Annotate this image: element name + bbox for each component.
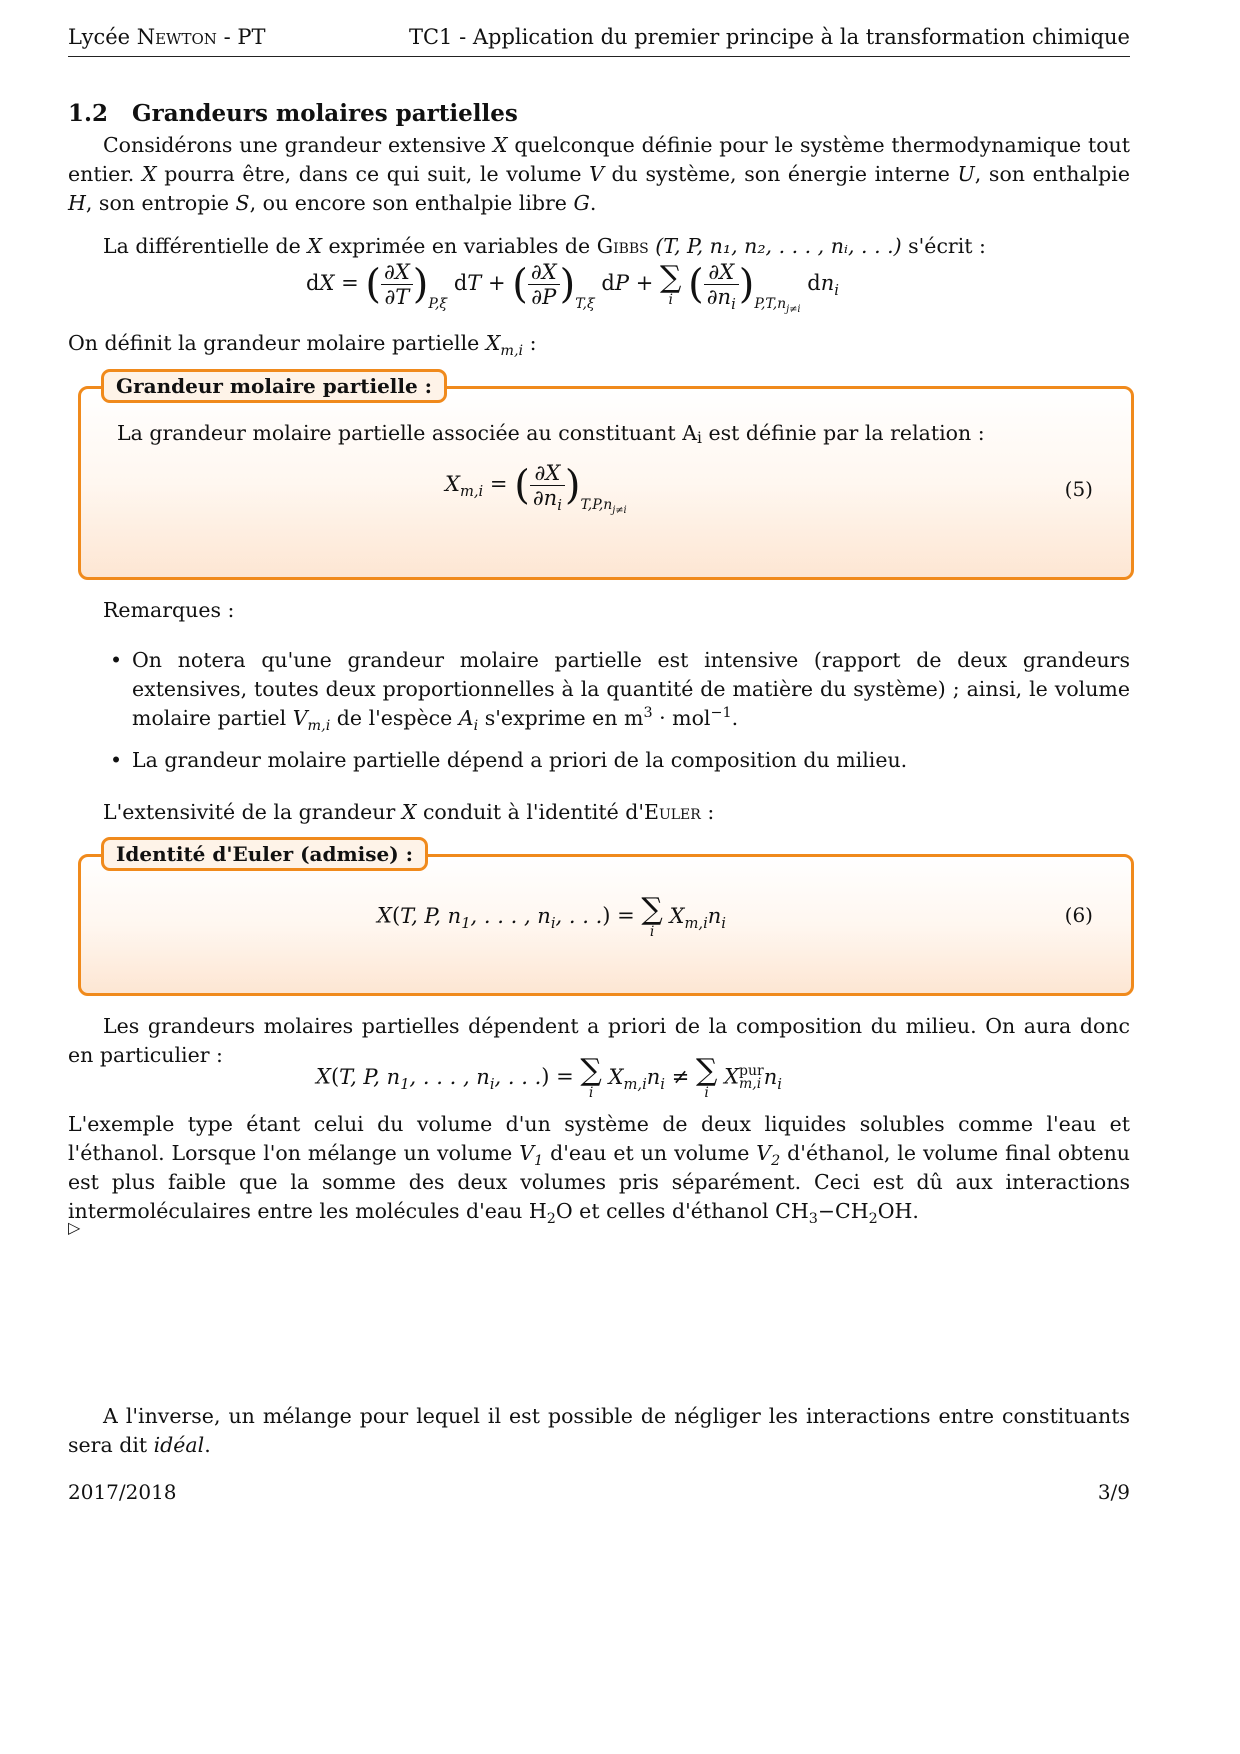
list-item: • On notera qu'une grandeur molaire partielle est intensive (rapport de deux grandeurs extensives, toutes deux proportionnelles à la quantité de matière du système) ; ainsi, le volume molaire partiel $V_{m,i}$ de l'espèce $A_i$ s'exprime en $m^3 \cdot mol^{-1}$. — [98, 646, 1130, 733]
list-item: • La grandeur molaire partielle dépend a priori de la composition du milieu. — [98, 746, 1130, 775]
section-title: 1.2 Grandeurs molaires partielles — [68, 100, 518, 127]
partial-molar-equation: $X_{m,i}$ = ( $\frac{\partial X}{\partial n_i}$ )$_{T,P,n_{j\ne i}}$ — [445, 461, 627, 516]
euler-box — [78, 842, 1134, 996]
euler-box-title: Identité d'Euler (admise) : — [101, 837, 428, 871]
define-partial-molar: On définit la grandeur molaire partielle $X_{m,i}$ : — [68, 331, 537, 360]
remarks-title: Remarques : — [103, 598, 235, 622]
definition-text: La grandeur molaire partielle associée au constituant $A_i$ est définie par la relation : — [117, 421, 985, 447]
header-school: Lycée Newton - PT — [68, 25, 266, 49]
ideal-paragraph: A l'inverse, un mélange pour lequel il est possible de négliger les interactions entre constituants sera dit idéal. — [68, 1404, 1130, 1457]
composition-paragraph: Les grandeurs molaires partielles dépendent a priori de la composition du milieu. On aura donc en particulier : — [68, 1014, 1130, 1067]
non-ideal-equation: X(T, P, $n_1$, . . . , $n_i$, . . .) = ∑ i $X_{m,i}n_i$ ≠ ∑ i X pur m,i $n_i$ — [316, 1053, 782, 1101]
intro-paragraph: Considérons une grandeur extensive X quelconque définie pour le système thermodynamique tout entier. X pourra être, dans ce qui suit, le volume V du système, son énergie interne U, son enthalpie H, son entropie S, ou encore son enthalpie libre G. — [68, 133, 1130, 215]
euler-intro: L'extensivité de la grandeur X conduit à l'identité d'Euler : — [103, 800, 715, 824]
footer-year: 2017/2018 — [68, 1480, 177, 1504]
example-paragraph: L'exemple type étant celui du volume d'un système de deux liquides solubles comme l'eau et l'éthanol. Lorsque l'on mélange un volume $V_1$ d'eau et un volume $V_2$ d'éthanol, le volume final obtenu est plus faible que la somme des deux volumes pris séparément. Ceci est dû aux interactions intermoléculaires entre les molécules d'eau $H_2O$ et celles d'éthanol $CH_3-CH_2OH$. — [68, 1112, 1130, 1228]
differential-intro: La différentielle de X exprimée en variables de Gibbs (T, P, n₁, n₂, . . . , nᵢ, . . .) s'écrit : — [103, 234, 986, 258]
equation-number-6: (6) — [1064, 903, 1093, 927]
definition-box — [78, 374, 1134, 580]
triangle-marker-icon: ▷ — [68, 1218, 81, 1237]
footer-page-number: 3/9 — [1097, 1480, 1130, 1504]
page — [68, 0, 1130, 1754]
remarks-list — [98, 646, 1130, 733]
differential-equation: dX = ( $\frac{\partial X}{\partial T}$ )$_{P,\xi}$ dT + ( $\frac{\partial X}{\partial P}$ )$_{T,\xi}$ dP + ∑ i ( $\frac{\partial X}{\partial n_i}$ )$_{P,T,n_{j\ne i}}$ $dn_i$ — [306, 259, 839, 315]
euler-equation: X(T, P, $n_1$, . . . , $n_i$, . . .) = ∑ i $X_{m,i}n_i$ — [377, 892, 726, 940]
page-header — [68, 24, 1130, 57]
equation-number-5: (5) — [1064, 477, 1093, 501]
definition-box-title: Grandeur molaire partielle : — [101, 369, 447, 403]
header-chapter: TC1 - Application du premier principe à la transformation chimique — [408, 25, 1130, 49]
remarks-list-2 — [98, 746, 1130, 775]
